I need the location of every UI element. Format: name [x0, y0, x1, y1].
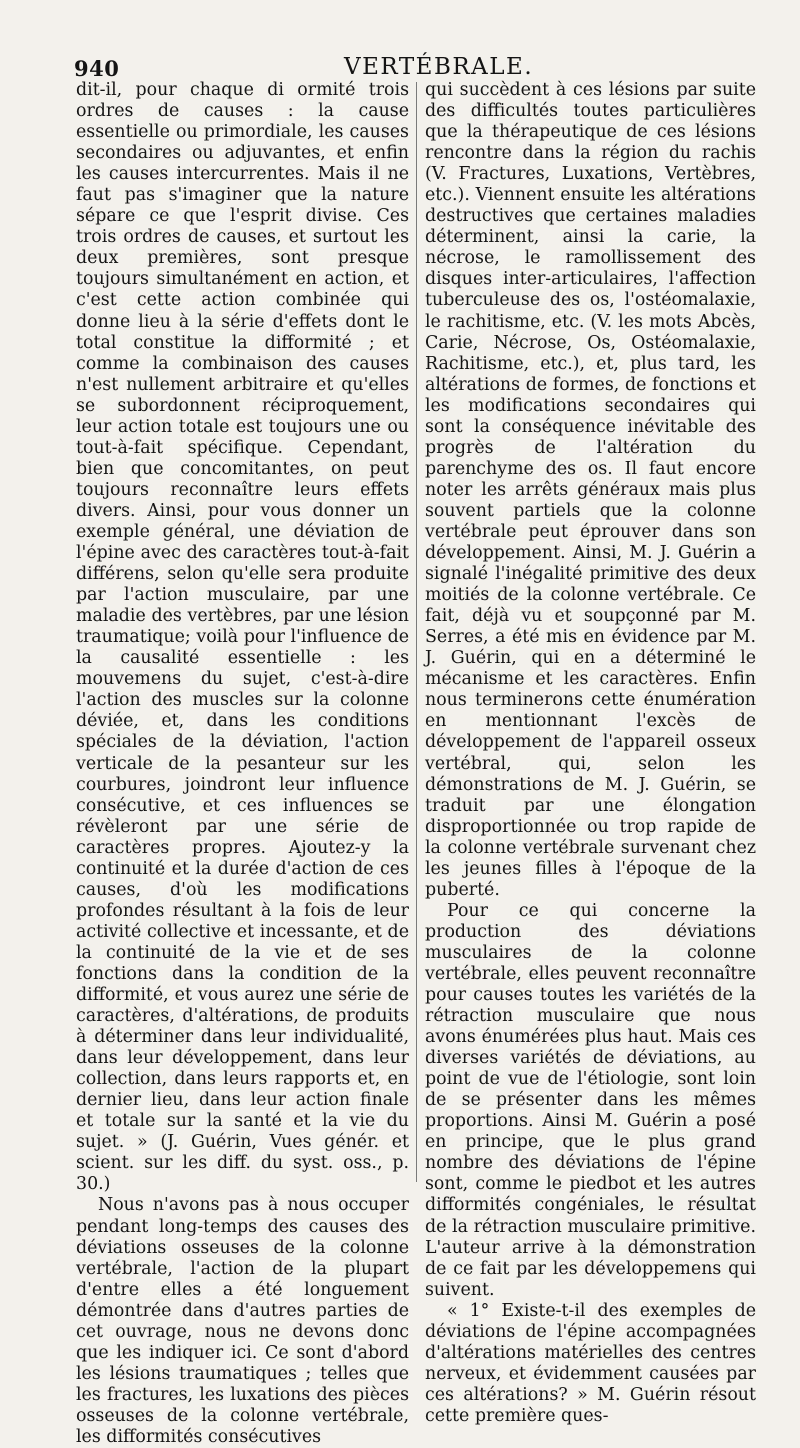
right-column [425, 80, 756, 1427]
paragraph: Pour ce qui concerne la production des déviations musculaires de la colonne vertébrale, elles peuvent reconnaître pour causes toutes les variétés de la rétraction musculaire que nous avons énumérées plus haut. Mais ces diverses variétés de déviations, au point de vue de l'étiologie, sont loin de se présenter dans les mêmes proportions. Ainsi M. Guérin a posé en principe, que le plus grand nombre des déviations de l'épine sont, comme le piedbot et les autres difformités congéniales, le résultat de la rétraction musculaire primitive. L'auteur arrive à la démonstration de ce fait par les développemens qui suivent. [425, 900, 756, 1300]
paragraph: « 1° Existe-t-il des exemples de déviations de l'épine accompagnées d'altérations matérielles des centres nerveux, et évidemment causées par ces altérations? » M. Guérin résout cette première ques- [425, 1300, 756, 1426]
running-title: VERTÉBRALE. [344, 54, 534, 80]
left-column [76, 80, 409, 1448]
paragraph: dit-il, pour chaque di ormité trois ordres de causes : la cause essentielle ou primordiale, les causes secondaires ou adjuvantes, et enfin les causes intercurrentes. Mais il ne faut pas s'imaginer que la nature sépare ce que l'esprit divise. Ces trois ordres de causes, et surtout les deux premières, sont presque toujours simultanément en action, et c'est cette action combinée qui donne lieu à la série d'effets dont le total constitue la difformité ; et comme la combinaison des causes n'est nullement arbitraire et qu'elles se subordonnent réciproquement, leur action totale est toujours une ou tout-à-fait spécifique. Cependant, bien que concomitantes, on peut toujours reconnaître leurs effets divers. Ainsi, pour vous donner un exemple général, une déviation de l'épine avec des caractères tout-à-fait différens, selon qu'elle sera produite par l'action musculaire, par une maladie des vertèbres, par une lésion traumatique; voilà pour l'influence de la causalité essentielle : les mouvemens du sujet, c'est-à-dire l'action des muscles sur la colonne déviée, et, dans les conditions spéciales de la déviation, l'action verticale de la pesanteur sur les courbures, joindront leur influence consécutive, et ces influences se révèleront par une série de caractères propres. Ajoutez-y la continuité et la durée d'action de ces causes, d'où les modifications profondes résultant à la fois de leur activité collective et incessante, et de la continuité de la vie et de ses fonctions dans la condition de la difformité, et vous aurez une série de caractères, d'altérations, de produits à déterminer dans leur individualité, dans leur développement, dans leur collection, dans leurs rapports et, en dernier lieu, dans leur action finale et totale sur la santé et la vie du sujet. » (J. Guérin, Vues génér. et scient. sur les diff. du syst. oss., p. 30.) [76, 80, 409, 1195]
paragraph: qui succèdent à ces lésions par suite des difficultés toutes particulières que la thérapeutique de ces lésions rencontre dans la région du rachis (V. Fractures, Luxations, Vertèbres, etc.). Viennent ensuite les altérations destructives que certaines maladies déterminent, ainsi la carie, la nécrose, le ramollissement des disques inter-articulaires, l'affection tuberculeuse des os, l'ostéomalaxie, le rachitisme, etc. (V. les mots Abcès, Carie, Nécrose, Os, Ostéomalaxie, Rachitisme, etc.), et, plus tard, les altérations de formes, de fonctions et les modifications secondaires qui sont la conséquence inévitable des progrès de l'altération du parenchyme des os. Il faut encore noter les arrêts généraux mais plus souvent partiels que la colonne vertébrale peut éprouver dans son développement. Ainsi, M. J. Guérin a signalé l'inégalité primitive des deux moitiés de la colonne vertébrale. Ce fait, déjà vu et soupçonné par M. Serres, a été mis en évidence par M. J. Guérin, qui en a déterminé le mécanisme et les caractères. Enfin nous terminerons cette énumération en mentionnant l'excès de développement de l'appareil osseux vertébral, qui, selon les démonstrations de M. J. Guérin, se traduit par une élongation disproportionnée ou trop rapide de la colonne vertébrale survenant chez les jeunes filles à l'époque de la puberté. [425, 80, 756, 900]
page-number: 940 [74, 56, 120, 81]
paragraph: Nous n'avons pas à nous occuper pendant long-temps des causes des déviations osseuses de la colonne vertébrale, l'action de la plupart d'entre elles a été longuement démontrée dans d'autres parties de cet ouvrage, nous ne devons donc que les indiquer ici. Ce sont d'abord les lésions traumatiques ; telles que les fractures, les luxations des pièces osseuses de la colonne vertébrale, les difformités consécutives [76, 1195, 409, 1447]
column-divider [416, 82, 417, 1182]
